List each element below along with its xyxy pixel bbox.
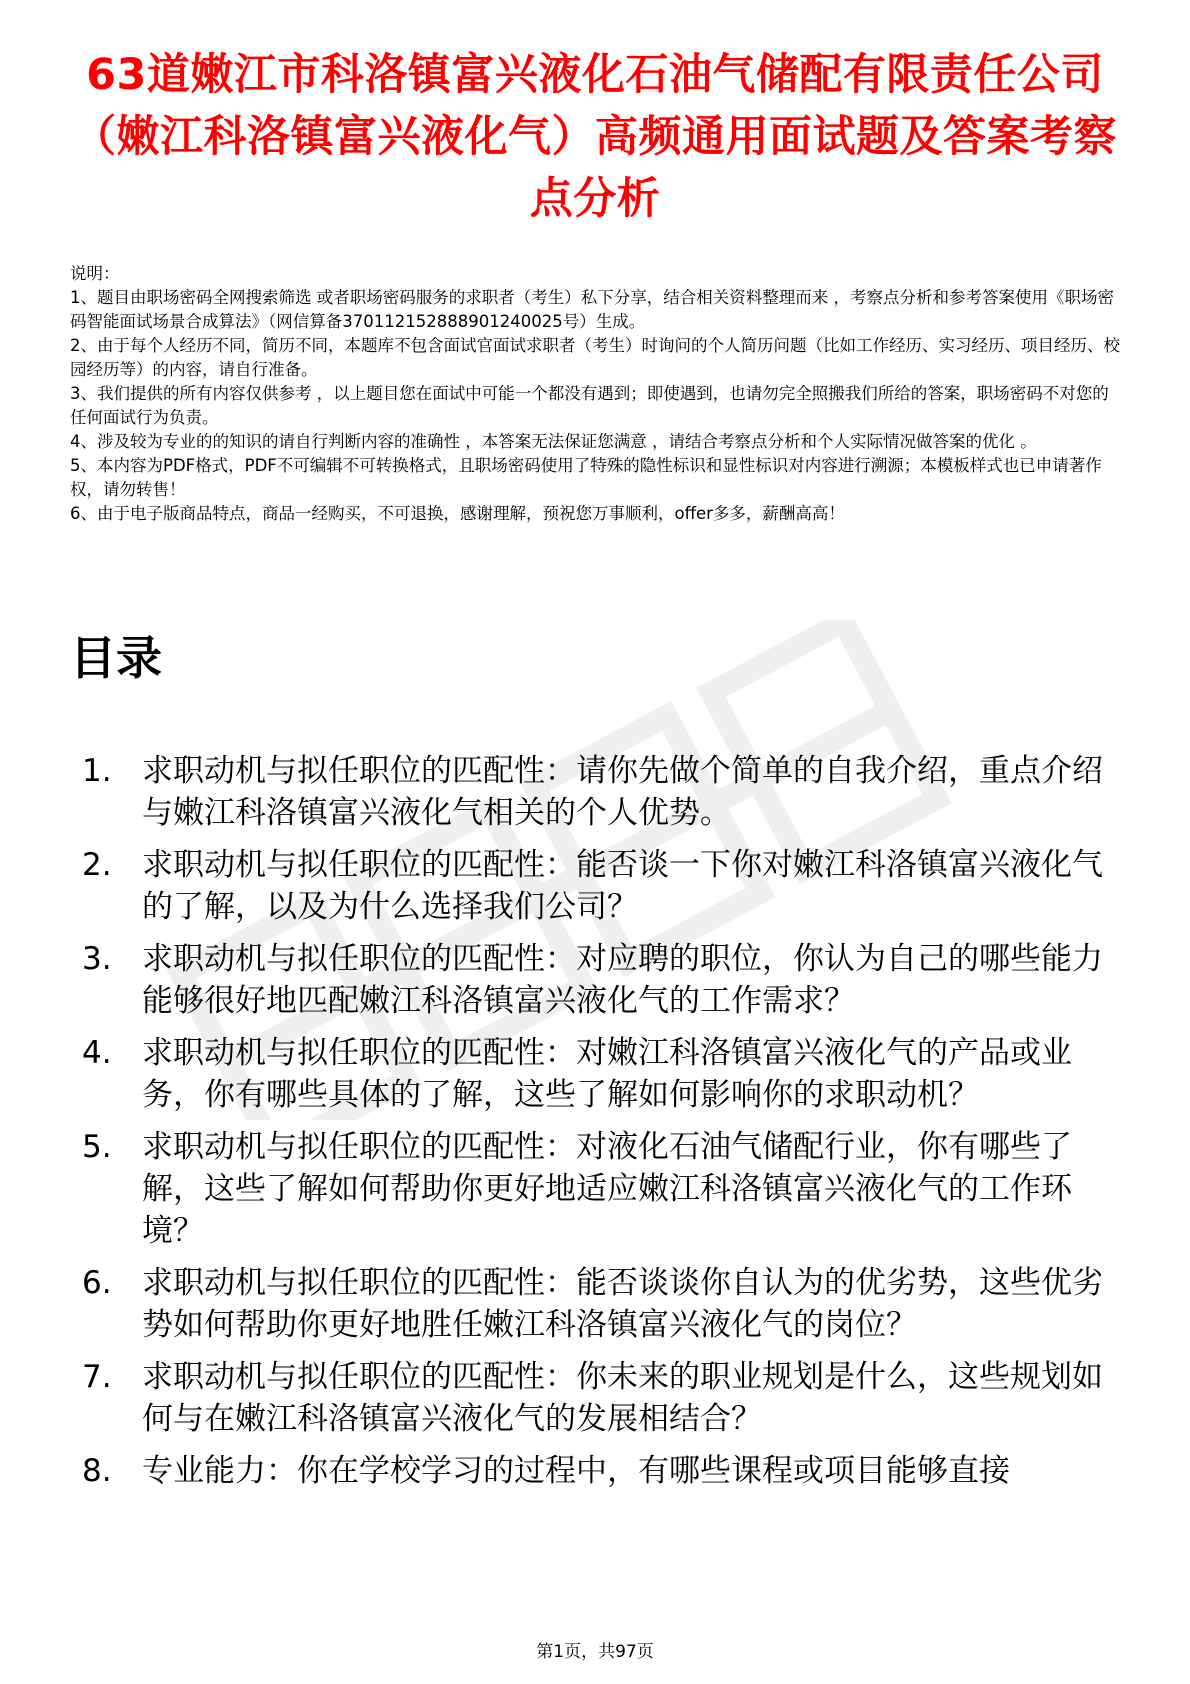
notes-section [70, 262, 1120, 526]
notes-line: 5、本内容为PDF格式，PDF不可编辑不可转换格式，且职场密码使用了特殊的隐性标识和显性标识对内容进行溯源；本模板样式也已申请著作权，请勿转售！ [70, 456, 1102, 499]
notes-line: 3、我们提供的所有内容仅供参考 ，以上题目您在面试中可能一个都没有遇到；即使遇到，也请勿完全照搬我们所给的答案，职场密码不对您的任何面试行为负责。 [70, 384, 1109, 427]
page-footer: 第1页，共97页 [536, 1642, 654, 1662]
toc-item-number: 5. [82, 1129, 112, 1165]
toc-item-text: 求职动机与拟任职位的匹配性：请你先做个简单的自我介绍，重点介绍与嫩江科洛镇富兴液化气相关的个人优势。 [142, 753, 1103, 831]
toc-item[interactable] [70, 1032, 1120, 1116]
notes-line: 4、涉及较为专业的的知识的请自行判断内容的准确性 ，本答案无法保证您满意 ，请结合考察点分析和个人实际情况做答案的优化 。 [70, 432, 1037, 451]
toc-item[interactable] [70, 750, 1120, 834]
toc-item-text: 求职动机与拟任职位的匹配性：对液化石油气储配行业，你有哪些了解，这些了解如何帮助你更好地适应嫩江科洛镇富兴液化气的工作环境？ [142, 1129, 1072, 1249]
notes-line: 1、题目由职场密码全网搜索筛选 或者职场密码服务的求职者（考生）私下分享，结合相关资料整理而来 ，考察点分析和参考答案使用《职场密码智能面试场景合成算法》（网信算备370112152888901240025号）生成。 [70, 288, 1114, 331]
notes-heading: 说明： [70, 264, 120, 283]
toc-item[interactable] [70, 1450, 1120, 1492]
notes-line: 2、由于每个人经历不同，简历不同，本题库不包含面试官面试求职者（考生）时询问的个人简历问题（比如工作经历、实习经历、项目经历、校园经历等）的内容，请自行准备。 [70, 336, 1120, 379]
toc-item-text: 专业能力：你在学校学习的过程中，有哪些课程或项目能够直接 [142, 1453, 1010, 1489]
toc-item-text: 求职动机与拟任职位的匹配性：能否谈一下你对嫩江科洛镇富兴液化气的了解，以及为什么选择我们公司？ [142, 847, 1103, 925]
toc-item[interactable] [70, 938, 1120, 1022]
toc-item-text: 求职动机与拟任职位的匹配性：对应聘的职位，你认为自己的哪些能力能够很好地匹配嫩江科洛镇富兴液化气的工作需求？ [142, 941, 1103, 1019]
toc-item-text: 求职动机与拟任职位的匹配性：对嫩江科洛镇富兴液化气的产品或业务，你有哪些具体的了解，这些了解如何影响你的求职动机？ [142, 1035, 1072, 1113]
toc-item[interactable] [70, 1356, 1120, 1440]
toc-item-number: 7. [82, 1359, 112, 1395]
toc-item[interactable] [70, 1262, 1120, 1346]
toc-item-number: 6. [82, 1265, 112, 1301]
toc-item[interactable] [70, 844, 1120, 928]
notes-line: 6、由于电子版商品特点，商品一经购买，不可退换，感谢理解，预祝您万事顺利，offer多多，薪酬高高！ [70, 504, 845, 523]
page-title: 63道嫩江市科洛镇富兴液化石油气储配有限责任公司（嫩江科洛镇富兴液化气）高频通用面试题及答案考察点分析 [73, 50, 1117, 224]
toc-item-text: 求职动机与拟任职位的匹配性：能否谈谈你自认为的优劣势，这些优劣势如何帮助你更好地胜任嫩江科洛镇富兴液化气的岗位？ [142, 1265, 1103, 1343]
toc-item-number: 2. [82, 847, 112, 883]
toc-item-text: 求职动机与拟任职位的匹配性：你未来的职业规划是什么，这些规划如何与在嫩江科洛镇富兴液化气的发展相结合？ [142, 1359, 1103, 1437]
toc-item-number: 3. [82, 941, 112, 977]
toc-item-number: 8. [82, 1453, 112, 1489]
toc-list [70, 750, 1120, 1502]
toc-item[interactable] [70, 1126, 1120, 1252]
toc-item-number: 4. [82, 1035, 112, 1071]
toc-item-number: 1. [82, 753, 112, 789]
toc-heading: 目录 [70, 631, 162, 685]
